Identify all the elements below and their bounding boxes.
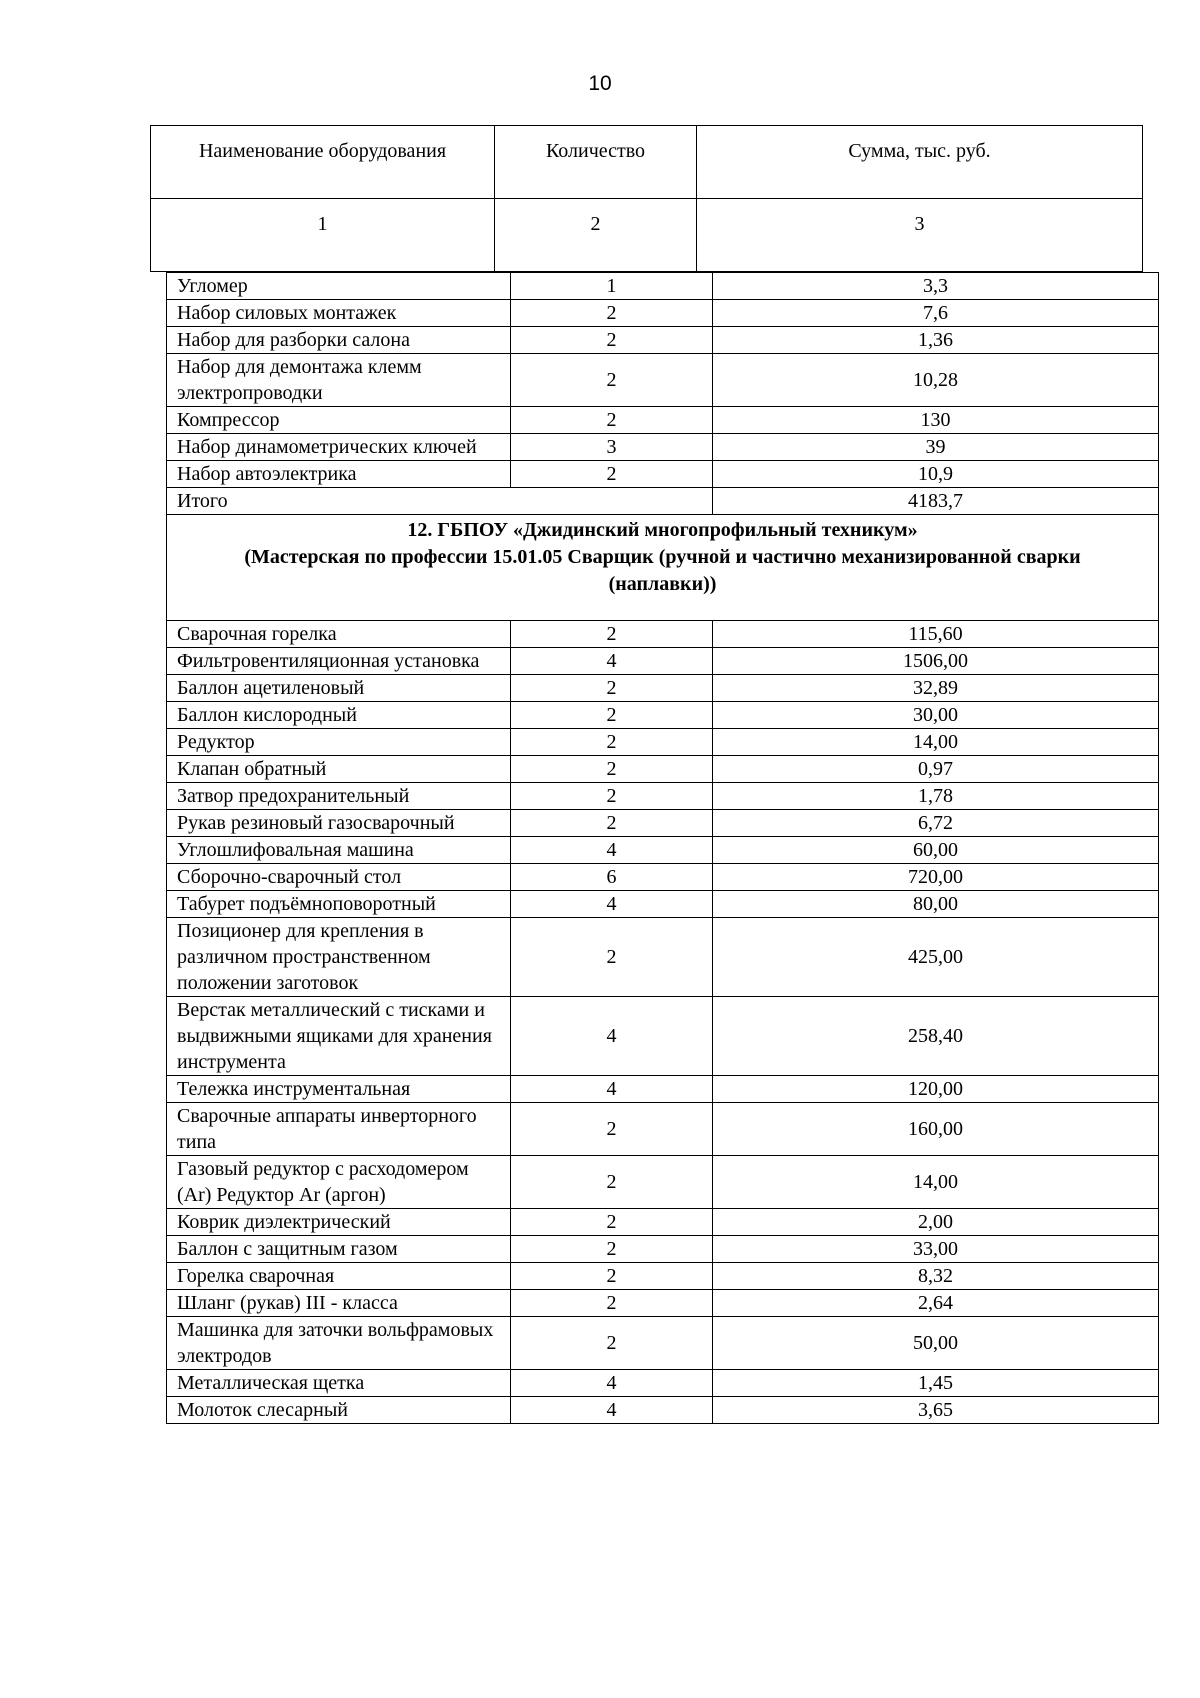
sum-cell: 30,00 — [713, 702, 1159, 729]
table-row — [167, 1317, 1159, 1370]
quantity-cell: 6 — [511, 864, 713, 891]
table-row — [167, 756, 1159, 783]
quantity-cell: 2 — [511, 1103, 713, 1156]
table-header — [150, 125, 1143, 272]
sum-cell: 1,78 — [713, 783, 1159, 810]
table-row — [167, 675, 1159, 702]
table-row — [167, 648, 1159, 675]
section-heading-row — [167, 515, 1159, 621]
equipment-name-cell: Редуктор — [167, 729, 511, 756]
table-row — [167, 837, 1159, 864]
quantity-cell: 2 — [511, 1209, 713, 1236]
sum-cell: 2,64 — [713, 1290, 1159, 1317]
sum-cell: 258,40 — [713, 997, 1159, 1076]
table-row — [167, 407, 1159, 434]
equipment-name-cell: Коврик диэлектрический — [167, 1209, 511, 1236]
sum-cell: 7,6 — [713, 300, 1159, 327]
total-sum: 4183,7 — [713, 488, 1159, 515]
sum-cell: 60,00 — [713, 837, 1159, 864]
quantity-cell: 2 — [511, 675, 713, 702]
table-row — [167, 891, 1159, 918]
equipment-name-cell: Молоток слесарный — [167, 1397, 511, 1424]
sum-cell: 32,89 — [713, 675, 1159, 702]
table-row — [167, 1290, 1159, 1317]
equipment-name-cell: Сварочная горелка — [167, 621, 511, 648]
table-row — [167, 1209, 1159, 1236]
equipment-name-cell: Газовый редуктор с расходомером (Ar) Редуктор Ar (аргон) — [167, 1156, 511, 1209]
table-row — [167, 354, 1159, 407]
table-row — [167, 997, 1159, 1076]
sum-cell: 14,00 — [713, 729, 1159, 756]
equipment-name-cell: Угломер — [167, 273, 511, 300]
quantity-cell: 4 — [511, 997, 713, 1076]
equipment-name-cell: Компрессор — [167, 407, 511, 434]
equipment-name-cell: Сварочные аппараты инверторного типа — [167, 1103, 511, 1156]
equipment-name-cell: Машинка для заточки вольфрамовых электродов — [167, 1317, 511, 1370]
quantity-cell: 4 — [511, 891, 713, 918]
column-number-quantity: 2 — [495, 199, 697, 272]
section-heading — [167, 515, 1159, 621]
sum-cell: 33,00 — [713, 1236, 1159, 1263]
equipment-name-cell: Клапан обратный — [167, 756, 511, 783]
sum-cell: 720,00 — [713, 864, 1159, 891]
quantity-cell: 2 — [511, 300, 713, 327]
table-row — [167, 1236, 1159, 1263]
sum-cell: 1,45 — [713, 1370, 1159, 1397]
sum-cell: 120,00 — [713, 1076, 1159, 1103]
equipment-name-cell: Рукав резиновый газосварочный — [167, 810, 511, 837]
quantity-cell: 4 — [511, 1397, 713, 1424]
table-row — [167, 1156, 1159, 1209]
column-header-name: Наименование оборудования — [151, 126, 495, 199]
quantity-cell: 2 — [511, 783, 713, 810]
quantity-cell: 4 — [511, 1370, 713, 1397]
equipment-name-cell: Горелка сварочная — [167, 1263, 511, 1290]
equipment-name-cell: Сборочно-сварочный стол — [167, 864, 511, 891]
sum-cell: 2,00 — [713, 1209, 1159, 1236]
total-group — [167, 488, 1159, 621]
quantity-cell: 2 — [511, 621, 713, 648]
table-row — [167, 864, 1159, 891]
table-row — [167, 1397, 1159, 1424]
sum-cell: 1506,00 — [713, 648, 1159, 675]
quantity-cell: 2 — [511, 1236, 713, 1263]
quantity-cell: 2 — [511, 918, 713, 997]
table-row — [167, 273, 1159, 300]
quantity-cell: 2 — [511, 756, 713, 783]
equipment-rows-group-2 — [167, 621, 1159, 1424]
table-row — [167, 702, 1159, 729]
sum-cell: 10,9 — [713, 461, 1159, 488]
column-number-row — [151, 199, 1143, 272]
total-row — [167, 488, 1159, 515]
sum-cell: 130 — [713, 407, 1159, 434]
section-heading-line-1: 12. ГБПОУ «Джидинский многопрофильный техникум» — [407, 519, 918, 541]
table-row — [167, 300, 1159, 327]
quantity-cell: 2 — [511, 354, 713, 407]
quantity-cell: 2 — [511, 1317, 713, 1370]
equipment-rows-group-1 — [167, 273, 1159, 488]
equipment-name-cell: Позиционер для крепления в различном пространственном положении заготовок — [167, 918, 511, 997]
sum-cell: 1,36 — [713, 327, 1159, 354]
equipment-name-cell: Фильтровентиляционная установка — [167, 648, 511, 675]
sum-cell: 80,00 — [713, 891, 1159, 918]
equipment-table — [166, 272, 1159, 1424]
equipment-name-cell: Набор автоэлектрика — [167, 461, 511, 488]
equipment-name-cell: Металлическая щетка — [167, 1370, 511, 1397]
table-row — [167, 327, 1159, 354]
table-row — [167, 918, 1159, 997]
quantity-cell: 2 — [511, 810, 713, 837]
quantity-cell: 4 — [511, 648, 713, 675]
sum-cell: 50,00 — [713, 1317, 1159, 1370]
sum-cell: 3,3 — [713, 273, 1159, 300]
column-header-quantity: Количество — [495, 126, 697, 199]
sum-cell: 10,28 — [713, 354, 1159, 407]
quantity-cell: 2 — [511, 327, 713, 354]
column-header-sum: Сумма, тыс. руб. — [697, 126, 1143, 199]
table-row — [167, 729, 1159, 756]
table-row — [167, 1103, 1159, 1156]
column-number-name: 1 — [151, 199, 495, 272]
table-row — [167, 783, 1159, 810]
table-row — [167, 434, 1159, 461]
sum-cell: 0,97 — [713, 756, 1159, 783]
quantity-cell: 2 — [511, 461, 713, 488]
sum-cell: 115,60 — [713, 621, 1159, 648]
quantity-cell: 4 — [511, 1076, 713, 1103]
sum-cell: 160,00 — [713, 1103, 1159, 1156]
table-row — [167, 1263, 1159, 1290]
equipment-name-cell: Углошлифовальная машина — [167, 837, 511, 864]
sum-cell: 39 — [713, 434, 1159, 461]
equipment-name-cell: Набор динамометрических ключей — [167, 434, 511, 461]
column-number-sum: 3 — [697, 199, 1143, 272]
equipment-name-cell: Шланг (рукав) III - класса — [167, 1290, 511, 1317]
quantity-cell: 2 — [511, 1156, 713, 1209]
sum-cell: 3,65 — [713, 1397, 1159, 1424]
section-heading-line-2: (Мастерская по профессии 15.01.05 Сварщик (ручной и частично механизированной сварки — [244, 546, 1081, 568]
table-row — [167, 810, 1159, 837]
equipment-name-cell: Баллон с защитным газом — [167, 1236, 511, 1263]
quantity-cell: 4 — [511, 837, 713, 864]
quantity-cell: 1 — [511, 273, 713, 300]
table-row — [167, 621, 1159, 648]
equipment-name-cell: Затвор предохранительный — [167, 783, 511, 810]
equipment-name-cell: Тележка инструментальная — [167, 1076, 511, 1103]
quantity-cell: 2 — [511, 729, 713, 756]
table-row — [167, 1076, 1159, 1103]
page-number: 10 — [588, 72, 612, 95]
table-row — [167, 461, 1159, 488]
quantity-cell: 2 — [511, 702, 713, 729]
equipment-name-cell: Баллон ацетиленовый — [167, 675, 511, 702]
sum-cell: 14,00 — [713, 1156, 1159, 1209]
sum-cell: 8,32 — [713, 1263, 1159, 1290]
equipment-name-cell: Набор силовых монтажек — [167, 300, 511, 327]
equipment-name-cell: Табурет подъёмноповоротный — [167, 891, 511, 918]
quantity-cell: 2 — [511, 407, 713, 434]
equipment-name-cell: Баллон кислородный — [167, 702, 511, 729]
quantity-cell: 2 — [511, 1263, 713, 1290]
total-label: Итого — [167, 488, 713, 515]
header-row — [151, 126, 1143, 199]
table-row — [167, 1370, 1159, 1397]
equipment-name-cell: Набор для разборки салона — [167, 327, 511, 354]
sum-cell: 425,00 — [713, 918, 1159, 997]
section-heading-line-3: (наплавки)) — [608, 573, 717, 595]
equipment-name-cell: Верстак металлический с тисками и выдвижными ящиками для хранения инструмента — [167, 997, 511, 1076]
quantity-cell: 3 — [511, 434, 713, 461]
equipment-name-cell: Набор для демонтажа клемм электропроводки — [167, 354, 511, 407]
sum-cell: 6,72 — [713, 810, 1159, 837]
quantity-cell: 2 — [511, 1290, 713, 1317]
